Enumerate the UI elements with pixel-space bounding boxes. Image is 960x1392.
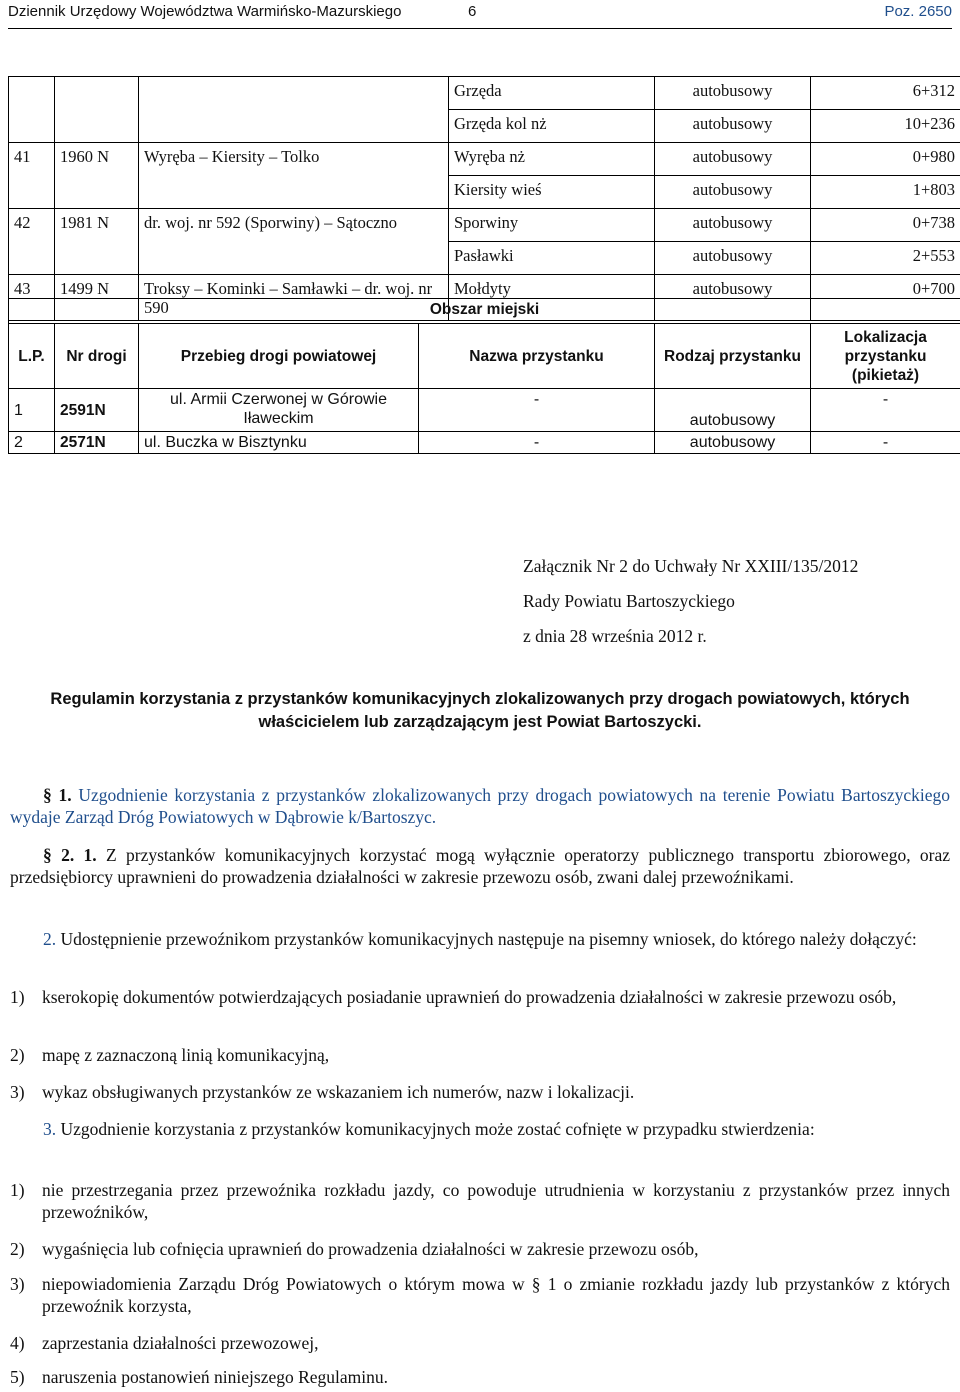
section-sign: § xyxy=(43,845,52,865)
table-header-row xyxy=(9,324,960,389)
stop-name-cell: Wyręba nż xyxy=(449,143,655,176)
road-number-cell: 2591N xyxy=(55,389,139,432)
stop-name-cell: - xyxy=(419,389,655,432)
annex-line-3: z dnia 28 września 2012 r. xyxy=(523,626,707,646)
stop-name-cell: Mołdyty xyxy=(449,275,655,321)
stop-type-cell: autobusowy xyxy=(655,176,811,209)
location-cell: 0+738 xyxy=(811,209,960,242)
route-cell xyxy=(139,77,449,143)
table-row xyxy=(9,77,960,110)
list-item: 2) wygaśnięcia lub cofnięcia uprawnień do prowadzenia działalności w zakresie przewozu osób, xyxy=(10,1239,699,1259)
paragraph-2-3 xyxy=(10,1118,950,1140)
location-cell: 0+700 xyxy=(811,275,960,321)
stop-name-cell: Sporwiny xyxy=(449,209,655,242)
stop-type-cell: autobusowy xyxy=(655,275,811,321)
lp-cell: 42 xyxy=(9,209,55,275)
location-cell: 0+980 xyxy=(811,143,960,176)
table-row xyxy=(9,432,960,454)
lp-cell: 43 xyxy=(9,275,55,321)
list-item: 2) mapę z zaznaczoną linią komunikacyjną, xyxy=(10,1045,330,1065)
header-stop-type: Rodzaj przystanku xyxy=(655,324,811,389)
list-item: 4) zaprzestania działalności przewozowej, xyxy=(10,1333,319,1353)
route-cell: dr. woj. nr 592 (Sporwiny) – Sątoczno xyxy=(139,209,449,275)
stop-type-cell: autobusowy xyxy=(655,209,811,242)
regulation-title: Regulamin korzystania z przystanków komunikacyjnych zlokalizowanych przy drogach powiatowych, których właścicielem lub zarządzającym jest Powiat Bartoszycki. xyxy=(50,690,910,731)
page-header xyxy=(8,0,952,29)
section-mark: § 1. xyxy=(43,785,72,805)
paragraph-number: 3. xyxy=(43,1119,57,1139)
road-number-cell: 1960 N xyxy=(55,143,139,209)
stop-type-cell: autobusowy xyxy=(655,143,811,176)
annex-line-2: Rady Powiatu Bartoszyckiego xyxy=(523,591,735,611)
stop-name-cell: - xyxy=(419,432,655,454)
list-item: 1) kserokopię dokumentów potwierdzających posiadanie uprawnień do prowadzenia działalności w zakresie przewozu osób, xyxy=(10,987,897,1007)
urban-stops-table xyxy=(8,298,960,454)
header-location: Lokalizacja przystanku (pikietaż) xyxy=(811,324,960,389)
route-cell: ul. Armii Czerwonej w Górowie Iławeckim xyxy=(139,389,419,432)
section-title: Obszar miejski xyxy=(9,299,960,324)
road-number-cell xyxy=(55,77,139,143)
table-row xyxy=(9,143,960,176)
lp-cell: 1 xyxy=(9,389,55,432)
stop-type-cell: autobusowy xyxy=(655,389,811,432)
location-cell: - xyxy=(811,432,960,454)
paragraph-text: Z przystanków komunikacyjnych korzystać mogą wyłącznie operatorzy publicznego transportu zbiorowego, oraz przedsiębiorcy uprawnieni do prowadzenia działalności w zakresie przewozu osób, zwani dalej przewoźnikami. xyxy=(10,845,951,887)
header-route: Przebieg drogi powiatowej xyxy=(139,324,419,389)
table-row xyxy=(9,389,960,432)
paragraph-1 xyxy=(10,784,950,828)
stop-type-cell: autobusowy xyxy=(655,432,811,454)
location-cell: 1+803 xyxy=(811,176,960,209)
table-row xyxy=(9,209,960,242)
section-mark: § 2. 1. xyxy=(43,845,97,865)
paragraph-text: Uzgodnienie korzystania z przystanków komunikacyjnych może zostać cofnięte w przypadku stwierdzenia: xyxy=(60,1119,815,1139)
lp-cell xyxy=(9,77,55,143)
header-stop-name: Nazwa przystanku xyxy=(419,324,655,389)
location-cell: 6+312 xyxy=(811,77,960,110)
paragraph-2-2 xyxy=(10,928,950,950)
page-number: 6 xyxy=(468,3,477,20)
paragraph-text: Uzgodnienie korzystania z przystanków zlokalizowanych przy drogach powiatowych na terenie Powiatu Bartoszyckiego wydaje Zarząd Dróg Powiatowych w Dąbrowie k/Bartoszyc. xyxy=(10,785,951,827)
stop-name-cell: Kiersity wieś xyxy=(449,176,655,209)
stop-name-cell: Grzęda xyxy=(449,77,655,110)
road-number-cell: 1499 N xyxy=(55,275,139,321)
header-road-number: Nr drogi xyxy=(55,324,139,389)
position-number: Poz. 2650 xyxy=(884,3,952,20)
road-number-cell: 2571N xyxy=(55,432,139,454)
stop-type-cell: autobusowy xyxy=(655,77,811,110)
journal-title: Dziennik Urzędowy Województwa Warmińsko-Mazurskiego xyxy=(8,3,402,20)
stop-name-cell: Grzęda kol nż xyxy=(449,110,655,143)
location-cell: 2+553 xyxy=(811,242,960,275)
stop-type-cell: autobusowy xyxy=(655,242,811,275)
route-cell: Troksy – Kominki – Samławki – dr. woj. nr 590 xyxy=(139,275,449,321)
lp-cell: 41 xyxy=(9,143,55,209)
stop-type-cell: autobusowy xyxy=(655,110,811,143)
lp-cell: 2 xyxy=(9,432,55,454)
list-item: 5) naruszenia postanowień niniejszego Regulaminu. xyxy=(10,1367,389,1387)
paragraph-text: Udostępnienie przewoźnikom przystanków komunikacyjnych następuje na pisemny wniosek, do którego należy dołączyć: xyxy=(60,929,917,949)
road-number-cell: 1981 N xyxy=(55,209,139,275)
location-cell: 10+236 xyxy=(811,110,960,143)
route-cell: ul. Buczka w Bisztynku xyxy=(139,432,419,454)
annex-line-1: Załącznik Nr 2 do Uchwały Nr XXIII/135/2012 xyxy=(523,556,859,576)
paragraph-2-1 xyxy=(10,844,950,888)
stop-name-cell: Pasławki xyxy=(449,242,655,275)
location-cell: - xyxy=(811,389,960,432)
list-item: 3) niepowiadomienia Zarządu Dróg Powiatowych o którym mowa w § 1 o zmianie rozkładu jazdy lub przystanków z których przewoźnik korzysta, xyxy=(10,1274,950,1316)
header-lp: L.P. xyxy=(9,324,55,389)
list-item: 1) nie przestrzegania przez przewoźnika rozkładu jazdy, co powoduje utrudnienia w korzystaniu z przystanków przez innych przewoźników, xyxy=(10,1180,950,1222)
section-sign: § xyxy=(43,785,52,805)
route-cell: Wyręba – Kiersity – Tolko xyxy=(139,143,449,209)
list-item: 3) wykaz obsługiwanych przystanków ze wskazaniem ich numerów, nazw i lokalizacji. xyxy=(10,1082,635,1102)
section-row xyxy=(9,299,960,324)
stops-table-continued xyxy=(8,76,960,321)
paragraph-number: 2. xyxy=(43,929,57,949)
